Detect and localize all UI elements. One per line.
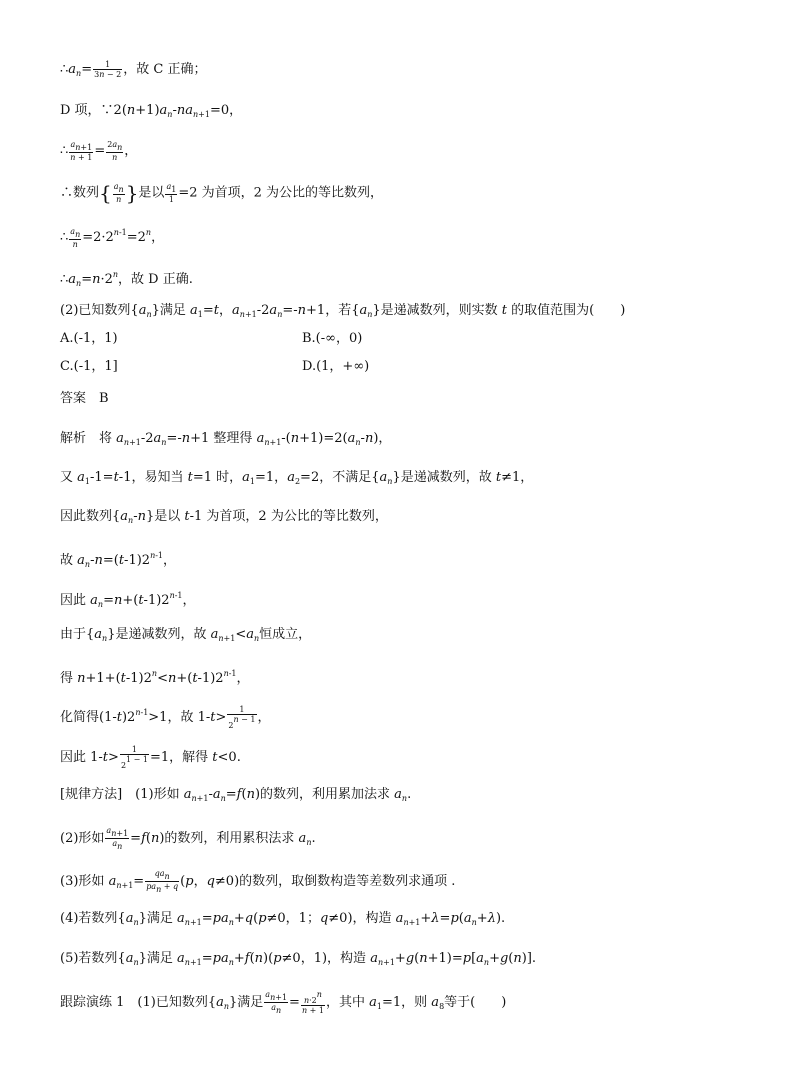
line-d-correct: $\therefore a_n=n\cdot 2^n$，故 D 正确. xyxy=(60,270,193,288)
line-geometric: ∴数列{ $\frac{a_n}{n}$ }是以 $\frac{a_1}{1}$ =2 为首项，2 为公比的等比数列， xyxy=(60,181,384,205)
practice-1: 跟踪演练 1 (1)已知数列$\{a_n\}$满足 $\frac{a_{n+1}}{a_n}$ = $\frac{n\cdot 2^n}{n + 1}$ ，其中 $a_1=1$，则 $a_8$等于( ) xyxy=(60,990,507,1015)
analysis-line-9: 因此 1-t> $\frac{1}{2^{1 - 1}}$ =1，解得 t<0. xyxy=(60,745,241,770)
analysis-line-5: 因此 $a_n=n+(t-1)2^{n-1}$， xyxy=(60,591,196,609)
rule-4: (4)若数列$\{a_n\}$满足 $a_{n+1}=pa_n+q(p\ne 0$，1；q≠0)，构造 $a_{n+1}+\lambda=p(a_n+\lambda)$. xyxy=(60,911,506,927)
line-an-formula: $\therefore a_n=$ $\frac{1}{3n - 2}$ ，故 C 正确； xyxy=(60,60,207,79)
rule-3: (3)形如 $a_{n+1}=$ $\frac{qa_n}{pa_n + q}$ (p，q≠0)的数列，取倒数构造等差数列求通项 . xyxy=(60,869,456,894)
question-2: (2)已知数列$\{a_n\}$满足 $a_1=t$，$a_{n+1}-2a_n=-n+1$，若$\{a_n\}$是递减数列，则实数 t 的取值范围为( ) xyxy=(60,303,626,319)
option-b: B.(-∞，0) xyxy=(302,331,363,346)
analysis-line-7: 得 $n+1+(t-1)2^n<n+(t-1)2^{n-1}$， xyxy=(60,669,250,686)
answer-line: 答案 B xyxy=(60,391,109,406)
option-d: D.(1，+∞) xyxy=(302,359,370,374)
line-an-over-n: ∴ $\frac{a_n}{n}$ $=2\cdot 2^{n-1}=2^n$， xyxy=(60,226,165,249)
analysis-line-6: 由于$\{a_n\}$是递减数列，故 $a_{n+1}<a_n$恒成立， xyxy=(60,627,312,643)
analysis-line-8: 化简得$(1-t)2^{n-1}>1$，故 1-t> $\frac{1}{2^{n - 1}}$ ， xyxy=(60,705,271,730)
analysis-line-4: 故 $a_n-n=(t-1)2^{n-1}$， xyxy=(60,551,177,569)
analysis-line-2: 又 $a_1-1=t-1$，易知当 t=1 时，$a_1=1$，$a_2=2$，不满足$\{a_n\}$是递减数列，故 t≠1， xyxy=(60,470,534,486)
analysis-line-3: 因此数列$\{a_n-n\}$是以 t-1 为首项，2 为公比的等比数列， xyxy=(60,509,388,525)
line-d-item: D 项，$\because 2(n+1)a_n-na_{n+1}=0$， xyxy=(60,103,243,119)
option-a: A.(-1，1) xyxy=(60,331,118,346)
analysis-line-1: 解析 将 $a_{n+1}-2a_n=-n+1$ 整理得 $a_{n+1}-(n+1)=2(a_n-n)$， xyxy=(60,431,392,447)
rule-2: (2)形如 $\frac{a_{n+1}}{a_n}$ =f(n)的数列，利用累积法求 $a_n$. xyxy=(60,826,316,851)
rule-1: [规律方法] (1)形如 $a_{n+1}-a_n=f(n)$的数列，利用累加法求 $a_n$. xyxy=(60,787,412,803)
option-c: C.(-1，1] xyxy=(60,359,118,374)
rule-5: (5)若数列$\{a_n\}$满足 $a_{n+1}=pa_n+f(n)(p\ne 0$，1)，构造 $a_{n+1}+g(n+1)=p[a_n+g(n)]$. xyxy=(60,951,537,967)
line-ratio: ∴ $\frac{a_{n+1}}{n + 1}$ = $\frac{2a_n}{n}$ ， xyxy=(60,140,138,162)
